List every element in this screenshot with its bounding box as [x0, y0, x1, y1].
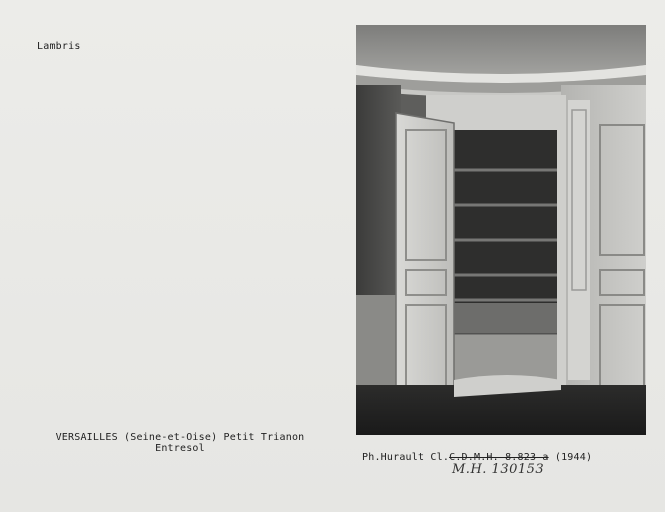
caption-line-2: Entresol [155, 443, 205, 454]
credit-struck-reference: C.D.M.H. 8.823 a [449, 452, 549, 463]
photograph [356, 25, 646, 435]
credit-prefix: Ph.Hurault Cl. [362, 452, 450, 463]
credit-year: (1944) [554, 452, 593, 463]
caption [46, 432, 314, 454]
caption-line-1: VERSAILLES (Seine-et-Oise) Petit Trianon [55, 432, 305, 443]
top-left-label: Lambris [37, 41, 81, 52]
handwritten-reference: M.H. 130153 [452, 462, 545, 477]
photo-illustration [356, 25, 646, 435]
